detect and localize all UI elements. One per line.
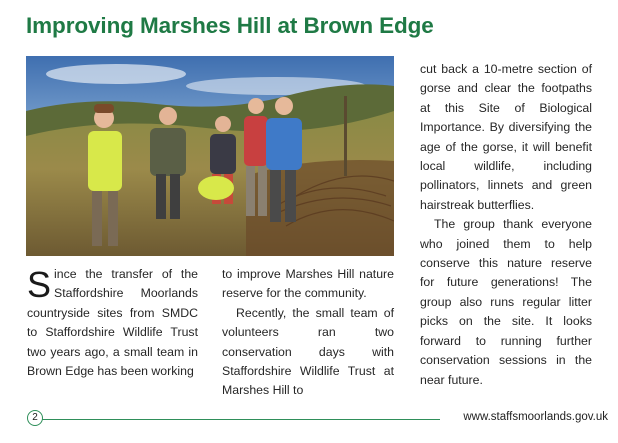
article-column-2	[222, 265, 394, 401]
volunteers-photo	[26, 56, 394, 256]
page-number: 2	[27, 410, 43, 426]
col2-paragraph-2: Recently, the small team of volunteers ran two conservation days with Staffordshire Wildlife Trust at Marshes Hill to	[222, 305, 394, 398]
footer-rule	[40, 419, 440, 420]
volunteers-photo-illustration	[26, 56, 394, 256]
article-column-3	[420, 60, 592, 390]
website-url: www.staffsmoorlands.gov.uk	[463, 411, 608, 423]
col3-paragraph-2: The group thank everyone who joined them to help conserve this nature reserve for future generations! The group also runs regular litter picks on the site. It looks forward to running further conservation sessions in the near future.	[420, 217, 592, 387]
col1-paragraph: ince the transfer of the Staffordshire Moorlands countryside sites from SMDC to Staffordshire Wildlife Trust two years ago, a small team in Brown Edge has been working	[27, 267, 198, 379]
col3-paragraph-1: cut back a 10-metre section of gorse and clear the footpaths at this Site of Biological Importance. By diversifying the age of the gorse, it will benefit local wildlife, including pollinators, linnets and green hairstreak butterflies.	[420, 62, 592, 212]
col2-paragraph-1: to improve Marshes Hill nature reserve for the community.	[222, 267, 394, 301]
article-column-1	[27, 265, 198, 381]
article-title: Improving Marshes Hill at Brown Edge	[26, 13, 434, 38]
drop-cap: S	[27, 264, 52, 305]
